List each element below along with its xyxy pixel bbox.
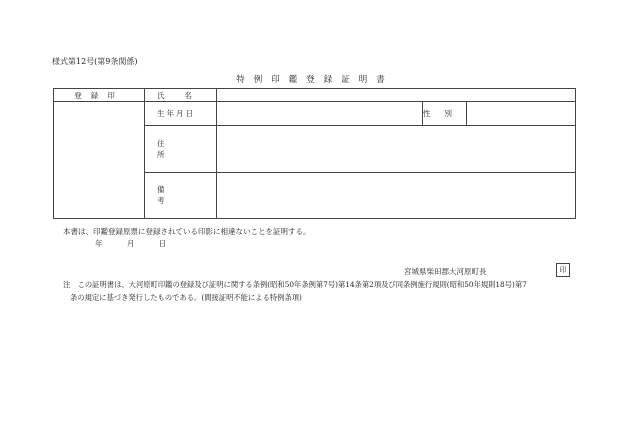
gender-value-cell[interactable] (467, 102, 576, 126)
remarks-label-cell (145, 172, 217, 218)
birthdate-label-cell (145, 102, 217, 126)
document-title: 特例印鑑登録証明書 (236, 75, 394, 85)
registered-seal-area (54, 102, 145, 219)
address-label-cell (145, 126, 217, 172)
address-label: 住所 (157, 138, 191, 159)
name-value-cell[interactable] (217, 89, 576, 102)
note-line-2: 条の規定に基づき発行したものである。(間接証明不能による特例条項) (70, 293, 302, 302)
gender-label-cell: 性別 (423, 102, 467, 126)
note-line-1: 注 この証明書は、大河原町印鑑の登録及び証明に関する条例(昭和50年条例第7号)第14条第2項及び同条例施行規則(昭和50年規則18号)第7 (63, 280, 527, 289)
certification-statement: 本書は、印鑑登録原票に登録されている印影に相違ないことを証明する。 (63, 227, 311, 236)
seal-column-header: 登録印 (54, 89, 145, 102)
form-number: 様式第12号(第9条関係) (52, 57, 138, 66)
remarks-label: 備考 (157, 185, 191, 206)
certificate-table (53, 88, 576, 219)
official-seal-stamp: 印 (556, 263, 570, 277)
birthdate-label: 生年月日 (157, 109, 195, 119)
name-label-cell (145, 89, 217, 102)
address-value-cell[interactable] (217, 126, 576, 172)
birthdate-value-cell[interactable] (217, 102, 423, 126)
date-line: 年 月 日 (95, 239, 167, 248)
issuer-name: 宮城県柴田郡大河原町長 (404, 267, 487, 276)
remarks-value-cell[interactable] (217, 172, 576, 218)
name-label: 氏名 (157, 90, 212, 100)
